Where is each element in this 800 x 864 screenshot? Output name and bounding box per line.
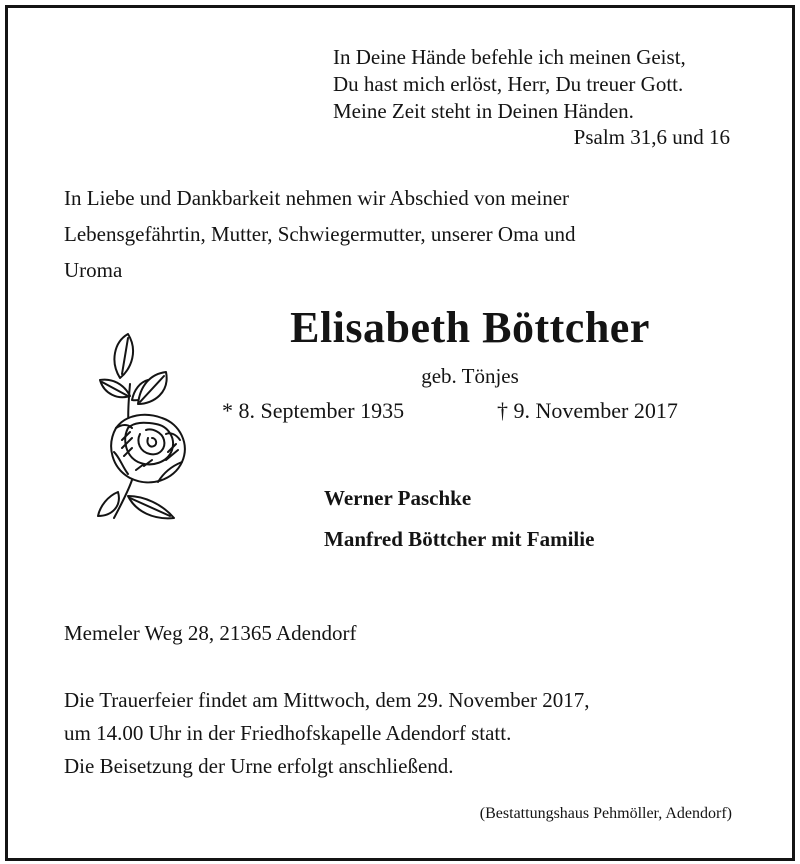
funeral-line: um 14.00 Uhr in der Friedhofskapelle Adendorf statt. [64, 721, 512, 745]
mourner-name: Werner Paschke [324, 486, 472, 510]
death-date: † 9. November 2017 [497, 398, 678, 423]
funeral-details [64, 684, 589, 783]
intro-text [64, 180, 576, 288]
verse-line: Du hast mich erlöst, Herr, Du treuer Gott. [333, 72, 684, 96]
verse-source: Psalm 31,6 und 16 [573, 125, 730, 149]
funeral-line: Die Trauerfeier findet am Mittwoch, dem 29. November 2017, [64, 688, 590, 712]
intro-line: Lebensgefährtin, Mutter, Schwiegermutter, unserer Oma und [64, 222, 576, 246]
family-address: Memeler Weg 28, 21365 Adendorf [64, 621, 357, 645]
birth-date: * 8. September 1935 [222, 398, 405, 423]
undertaker-credit: (Bestattungshaus Pehmöller, Adendorf) [479, 805, 732, 822]
funeral-line: Die Beisetzung der Urne erfolgt anschließend. [64, 754, 454, 778]
verse-line: Meine Zeit steht in Deinen Händen. [333, 99, 634, 123]
rose-icon [92, 328, 208, 524]
intro-line: Uroma [64, 258, 123, 282]
verse-block [333, 44, 686, 125]
intro-line: In Liebe und Dankbarkeit nehmen wir Abschied von meiner [64, 186, 570, 210]
mourner-name: Manfred Böttcher mit Familie [324, 527, 595, 551]
verse-line: In Deine Hände befehle ich meinen Geist, [333, 45, 686, 69]
maiden-name: geb. Tönjes [421, 364, 519, 388]
deceased-name: Elisabeth Böttcher [290, 303, 650, 352]
